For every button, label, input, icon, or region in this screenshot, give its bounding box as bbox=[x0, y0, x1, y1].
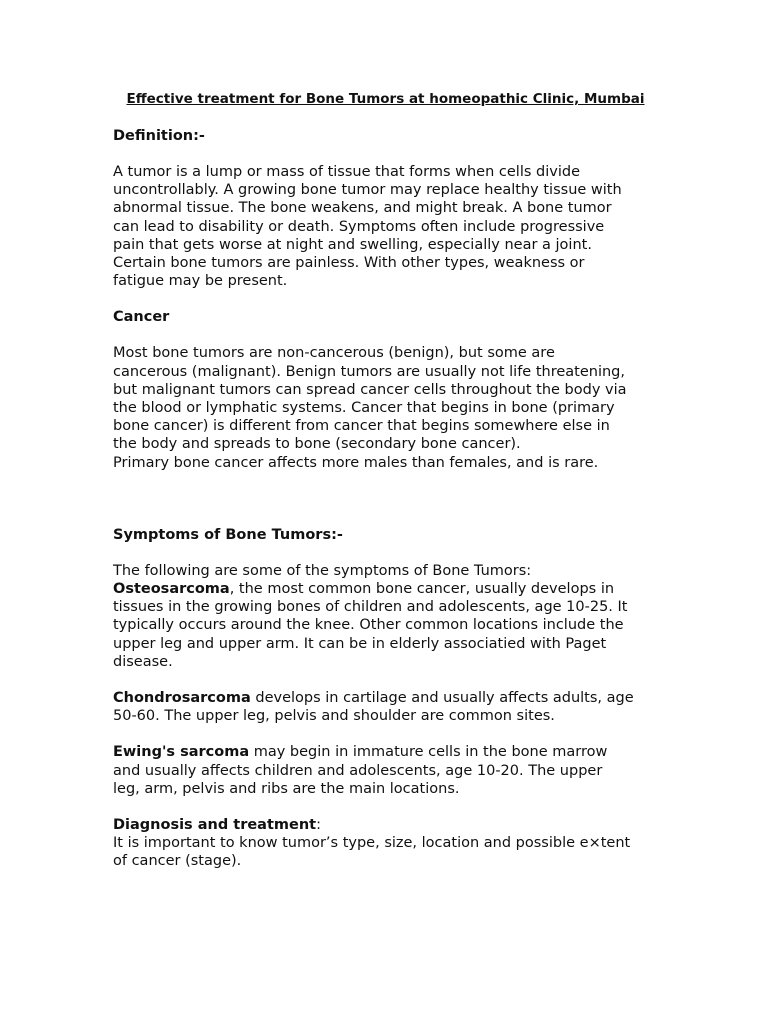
definition-heading: Definition:- bbox=[113, 128, 205, 144]
definition-line: can lead to disability or death. Symptoms often include progressive bbox=[113, 218, 605, 235]
symptoms-heading: Symptoms of Bone Tumors:- bbox=[113, 526, 343, 543]
osteosarcoma-paragraph bbox=[113, 562, 658, 671]
cancer-line: the blood or lymphatic systems. Cancer that begins in bone (primary bbox=[113, 400, 615, 417]
document-page bbox=[113, 90, 658, 871]
osteosarcoma-line: tissues in the growing bones of children and adolescents, age 10-25. It bbox=[113, 599, 628, 616]
ewing-line: leg, arm, pelvis and ribs are the main locations. bbox=[113, 780, 460, 797]
osteosarcoma-line: disease. bbox=[113, 653, 173, 670]
definition-paragraph bbox=[113, 163, 658, 290]
definition-line: pain that gets worse at night and swelling, especially near a joint. bbox=[113, 236, 592, 253]
cancer-paragraph bbox=[113, 344, 658, 471]
definition-line: A tumor is a lump or mass of tissue that forms when cells divide bbox=[113, 164, 580, 180]
osteosarcoma-first-line bbox=[113, 580, 658, 598]
definition-line: fatigue may be present. bbox=[113, 273, 288, 290]
osteosarcoma-term: Osteosarcoma bbox=[113, 581, 230, 598]
ewing-term: Ewing's sarcoma bbox=[113, 744, 250, 761]
diagnosis-heading-suffix: : bbox=[316, 817, 321, 834]
diagnosis-line: of cancer (stage). bbox=[113, 853, 242, 870]
diagnosis-heading-line bbox=[113, 816, 658, 834]
symptoms-intro: The following are some of the symptoms of Bone Tumors: bbox=[113, 562, 532, 579]
diagnosis-line: It is important to know tumor’s type, size, location and possible e×tent bbox=[113, 835, 631, 852]
ewing-text: may begin in immature cells in the bone marrow bbox=[249, 744, 608, 761]
document-title: Effective treatment for Bone Tumors at homeopathic Clinic, Mumbai bbox=[126, 91, 645, 107]
diagnosis-paragraph bbox=[113, 816, 658, 871]
chondrosarcoma-paragraph bbox=[113, 689, 658, 725]
ewing-line: and usually affects children and adolescents, age 10-20. The upper bbox=[113, 762, 603, 779]
cancer-heading: Cancer bbox=[113, 309, 170, 326]
osteosarcoma-line: typically occurs around the knee. Other common locations include the bbox=[113, 617, 624, 634]
definition-line: uncontrollably. A growing bone tumor may replace healthy tissue with bbox=[113, 182, 622, 199]
osteosarcoma-line: upper leg and upper arm. It can be in elderly associatied with Paget bbox=[113, 635, 607, 652]
cancer-line: but malignant tumors can spread cancer cells throughout the body via bbox=[113, 381, 627, 398]
definition-line: Certain bone tumors are painless. With other types, weakness or bbox=[113, 255, 585, 272]
chondrosarcoma-first-line bbox=[113, 689, 658, 707]
osteosarcoma-text: , the most common bone cancer, usually develops in bbox=[229, 581, 615, 598]
chondrosarcoma-line: 50-60. The upper leg, pelvis and shoulder are common sites. bbox=[113, 708, 555, 725]
cancer-line: bone cancer) is different from cancer that begins somewhere else in bbox=[113, 418, 610, 435]
ewing-paragraph bbox=[113, 743, 658, 798]
chondrosarcoma-text: develops in cartilage and usually affects adults, age bbox=[250, 690, 634, 707]
chondrosarcoma-term: Chondrosarcoma bbox=[113, 690, 251, 707]
cancer-line: cancerous (malignant). Benign tumors are usually not life threatening, bbox=[113, 363, 625, 380]
ewing-first-line bbox=[113, 743, 658, 761]
diagnosis-heading: Diagnosis and treatment bbox=[113, 817, 317, 834]
cancer-line: Most bone tumors are non-cancerous (benign), but some are bbox=[113, 345, 555, 362]
definition-line: abnormal tissue. The bone weakens, and might break. A bone tumor bbox=[113, 200, 612, 217]
cancer-line: Primary bone cancer affects more males than females, and is rare. bbox=[113, 454, 599, 471]
spacer bbox=[113, 490, 658, 526]
cancer-line: the body and spreads to bone (secondary bone cancer). bbox=[113, 436, 521, 453]
